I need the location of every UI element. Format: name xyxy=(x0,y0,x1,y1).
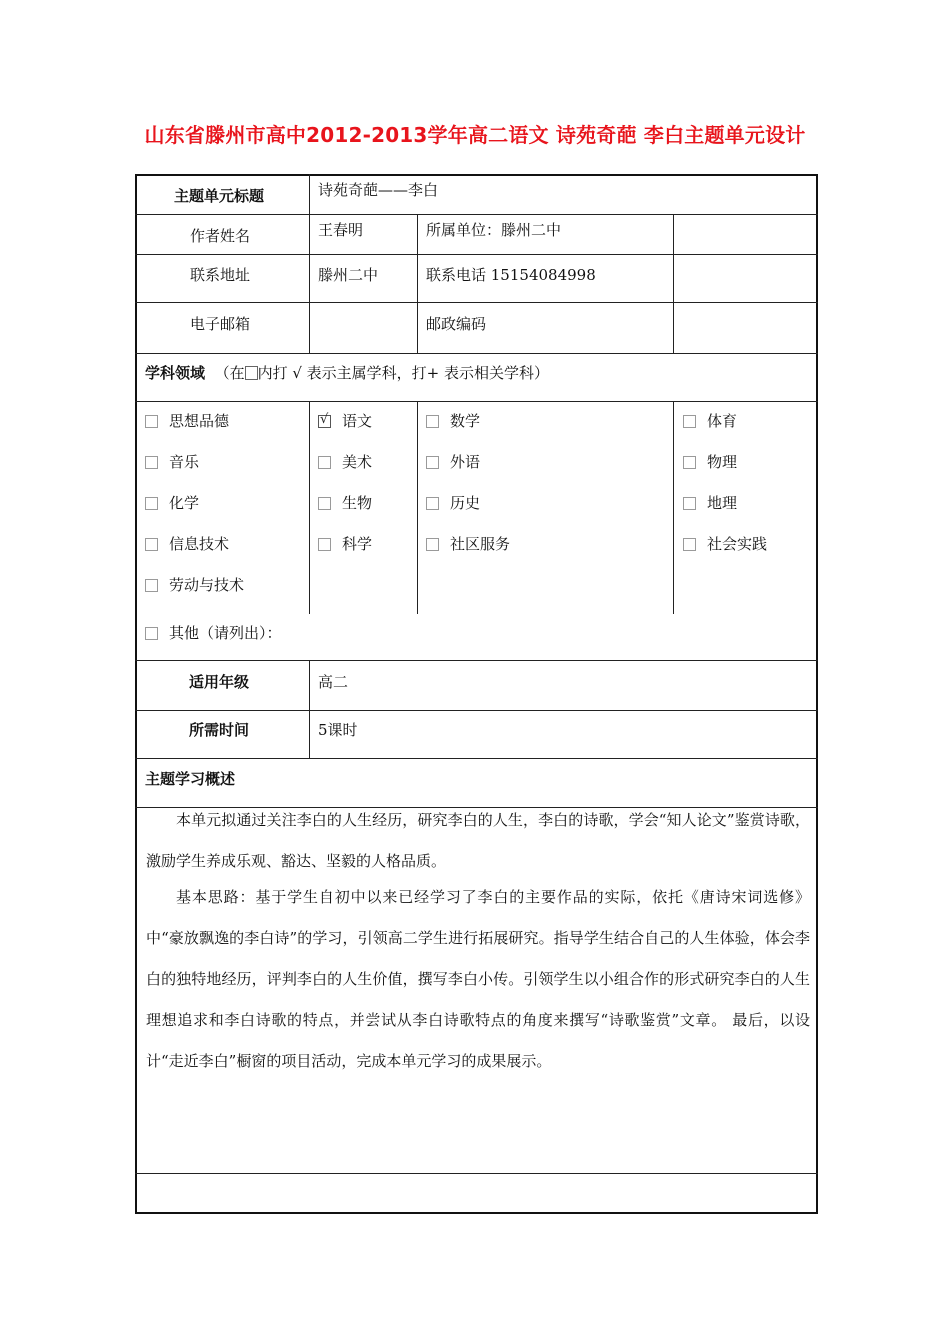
subject-label: 社会实践 xyxy=(707,535,768,553)
row-divider xyxy=(135,353,818,354)
col-divider xyxy=(673,214,674,353)
unit-org: 所属单位：滕州二中 xyxy=(426,221,562,239)
address-label: 联系地址 xyxy=(190,266,251,284)
col-divider xyxy=(309,660,310,758)
subject-label: 劳动与技术 xyxy=(169,576,245,594)
checkbox-checked-icon[interactable] xyxy=(318,415,331,428)
postcode-label: 邮政编码 xyxy=(426,315,487,333)
checkbox-icon[interactable] xyxy=(318,538,331,551)
checkbox-icon[interactable] xyxy=(145,627,158,640)
unit-title-label: 主题单元标题 xyxy=(174,187,265,205)
phone: 联系电话 15154084998 xyxy=(426,266,596,284)
subject-area-label: 学科领域 xyxy=(145,364,206,382)
subject-label: 社区服务 xyxy=(450,535,511,553)
row-divider xyxy=(135,758,818,759)
subject-label: 思想品德 xyxy=(169,412,230,430)
checkbox-icon[interactable] xyxy=(683,415,696,428)
subject-label: 地理 xyxy=(707,494,738,512)
document-title: 山东省滕州市高中2012-2013学年高二语文 诗苑奇葩 李白主题单元设计 xyxy=(144,123,806,147)
checkbox-icon[interactable] xyxy=(426,456,439,469)
unit-title-value: 诗苑奇葩——李白 xyxy=(318,181,439,199)
checkbox-icon[interactable] xyxy=(145,579,158,592)
row-divider xyxy=(135,302,818,303)
checkbox-icon[interactable] xyxy=(426,415,439,428)
grade-value: 高二 xyxy=(318,673,349,691)
col-divider xyxy=(417,401,418,614)
checkbox-icon[interactable] xyxy=(318,497,331,510)
subject-label: 语文 xyxy=(342,412,373,430)
subject-label: 科学 xyxy=(342,535,373,553)
subject-area-hint-start: （在 xyxy=(214,364,245,382)
row-divider xyxy=(135,214,818,215)
row-divider xyxy=(135,660,818,661)
email-label: 电子邮箱 xyxy=(190,315,251,333)
checkbox-icon[interactable] xyxy=(426,538,439,551)
col-divider xyxy=(309,174,310,353)
checkbox-icon[interactable] xyxy=(426,497,439,510)
row-divider xyxy=(135,254,818,255)
time-value: 5课时 xyxy=(318,721,358,739)
checkbox-icon[interactable] xyxy=(145,497,158,510)
col-divider xyxy=(309,401,310,614)
subject-label: 生物 xyxy=(342,494,373,512)
subject-label: 历史 xyxy=(450,494,481,512)
address-value: 滕州二中 xyxy=(318,266,379,284)
row-divider xyxy=(135,710,818,711)
checkbox-icon[interactable] xyxy=(145,415,158,428)
subject-area-heading xyxy=(145,363,549,383)
time-label: 所需时间 xyxy=(189,721,250,739)
author-value: 王春明 xyxy=(318,221,364,239)
author-label: 作者姓名 xyxy=(190,227,251,245)
subject-label: 体育 xyxy=(707,412,738,430)
checkbox-icon[interactable] xyxy=(145,456,158,469)
overview-paragraph-1: 本单元拟通过关注李白的人生经历，研究李白的人生，李白的诗歌，学会“知人论文”鉴赏诗歌，激励学生养成乐观、豁达、坚毅的人格品质。 xyxy=(146,811,810,870)
subject-label: 信息技术 xyxy=(169,535,230,553)
subject-label: 外语 xyxy=(450,453,481,471)
subject-label: 数学 xyxy=(450,412,481,430)
subject-label: 美术 xyxy=(342,453,373,471)
row-divider xyxy=(135,1173,818,1174)
subject-label: 化学 xyxy=(169,494,200,512)
checkbox-icon[interactable] xyxy=(683,456,696,469)
checkbox-icon[interactable] xyxy=(318,456,331,469)
checkbox-icon[interactable] xyxy=(683,538,696,551)
row-divider xyxy=(135,401,818,402)
overview-text xyxy=(146,800,810,1082)
subject-label: 音乐 xyxy=(169,453,200,471)
col-divider xyxy=(673,401,674,614)
checkbox-icon[interactable] xyxy=(145,538,158,551)
checkbox-sample-icon xyxy=(245,366,258,380)
subject-label: 其他（请列出）： xyxy=(169,624,282,642)
checkbox-icon[interactable] xyxy=(683,497,696,510)
subject-label: 物理 xyxy=(707,453,738,471)
col-divider xyxy=(417,214,418,353)
overview-paragraph-2: 基本思路：基于学生自初中以来已经学习了李白的主要作品的实际，依托《唐诗宋词选修》中“豪放飘逸的李白诗”的学习，引领高二学生进行拓展研究。指导学生结合自己的人生体验，体会李白的独特地经历，评判李白的人生价值，撰写李白小传。引领学生以小组合作的形式研究李白的人生理想追求和李白诗歌的特点，并尝试从李白诗歌特点的角度来撰写“诗歌鉴赏”文章。 最后，以设计“走近李白”橱窗的项目活动，完成本单元学习的成果展示。 xyxy=(146,888,810,1070)
grade-label: 适用年级 xyxy=(189,673,250,691)
subject-area-hint-end: 内打 √ 表示主属学科，打+ 表示相关学科） xyxy=(257,364,550,382)
overview-label: 主题学习概述 xyxy=(145,770,236,788)
